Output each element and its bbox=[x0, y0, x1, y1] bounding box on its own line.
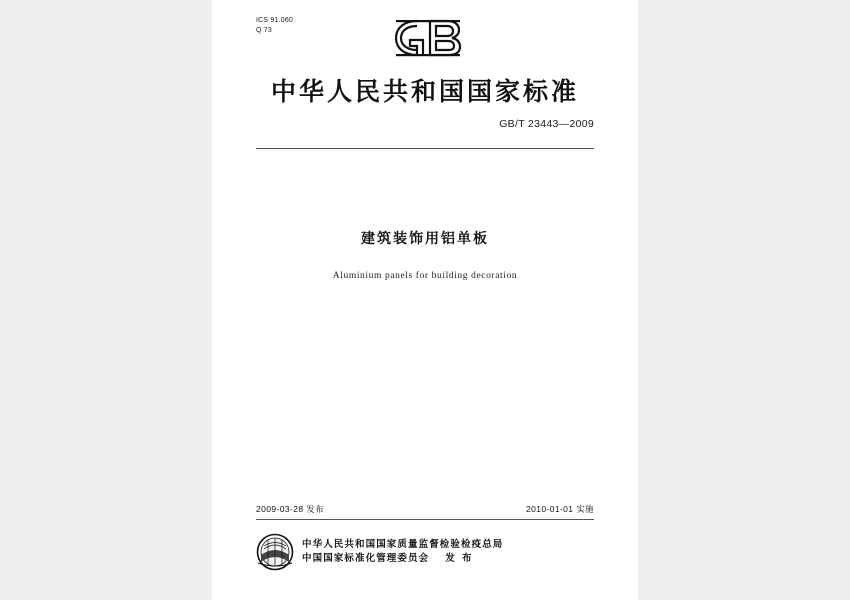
ics-line-1: ICS 91.060 bbox=[256, 17, 294, 24]
issuer-text bbox=[302, 538, 503, 566]
gb-logo bbox=[212, 12, 638, 69]
issuer-line-2: 中国国家标准化管理委员会 bbox=[302, 553, 430, 564]
standard-number: GB/T 23443—2009 bbox=[499, 118, 594, 130]
document-title-en: Aluminium panels for building decoration bbox=[332, 271, 518, 281]
document-title-cn: 建筑装饰用铝单板 bbox=[361, 231, 489, 247]
national-standard-emblem-icon bbox=[256, 533, 294, 571]
page-title: 中华人民共和国国家标准 bbox=[270, 77, 579, 106]
publish-word: 发 布 bbox=[445, 553, 474, 564]
footer-divider bbox=[256, 519, 594, 520]
issuer-line-1: 中华人民共和国国家质量监督检验检疫总局 bbox=[302, 539, 504, 550]
effective-date: 2010-01-01 实施 bbox=[525, 504, 594, 514]
gb-logo-icon bbox=[370, 12, 480, 64]
header-divider bbox=[256, 148, 594, 149]
ics-line-2: Q 73 bbox=[256, 27, 272, 34]
dates-row bbox=[256, 503, 594, 515]
issue-date: 2009-03-28 发布 bbox=[256, 504, 325, 514]
document-page bbox=[212, 0, 638, 600]
issuer-block bbox=[256, 530, 594, 574]
